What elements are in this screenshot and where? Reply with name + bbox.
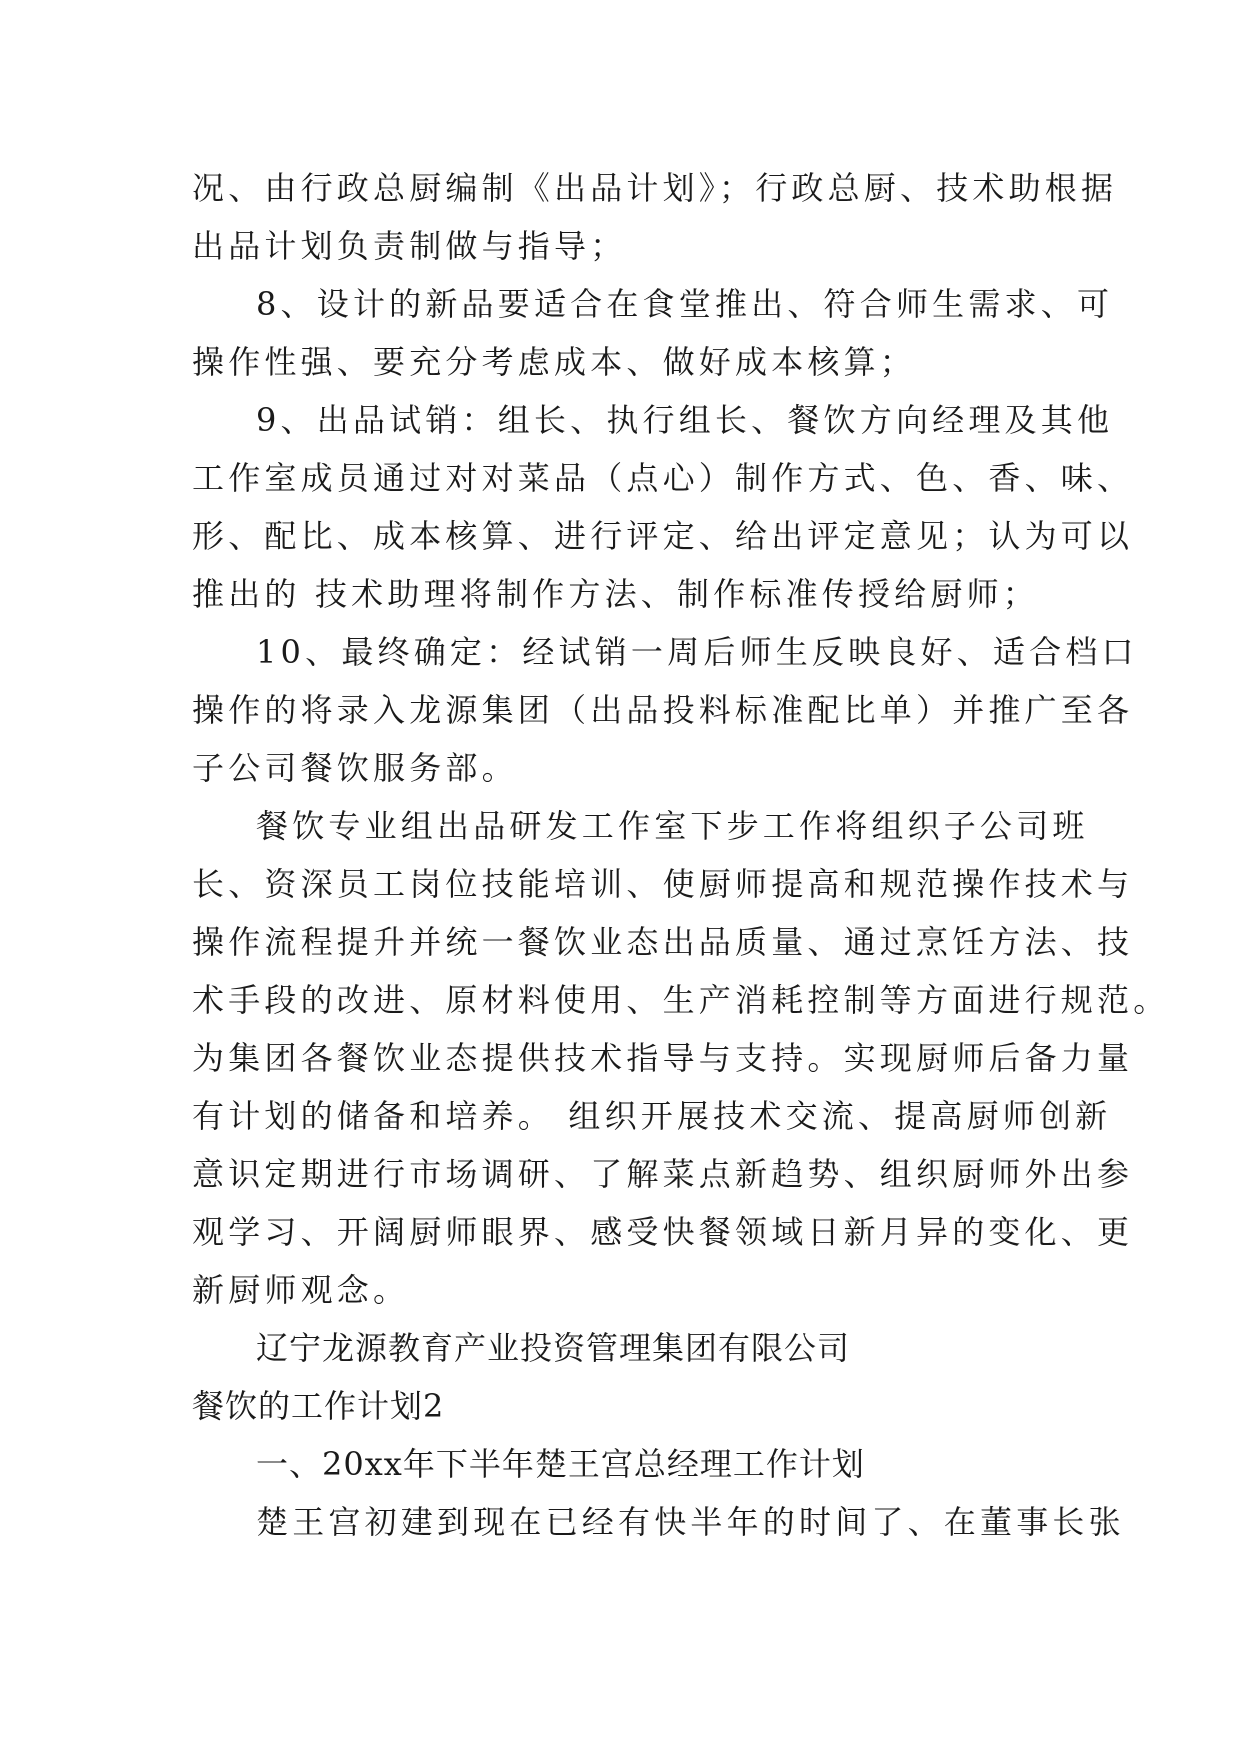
text-line: 楚王宫初建到现在已经有快半年的时间了、在董事长张 (256, 1503, 1125, 1541)
text-line: 8、设计的新品要适合在食堂推出、符合师生需求、可 (256, 285, 1114, 323)
text-line: 子公司餐饮服务部。 (192, 749, 518, 787)
text-line: 术手段的改进、原材料使用、生产消耗控制等方面进行规范。 (192, 981, 1170, 1019)
text-line: 有计划的储备和培养。 组织开展技术交流、提高厨师创新 (192, 1097, 1112, 1135)
text-line: 10、最终确定：经试销一周后师生反映良好、适合档口 (256, 633, 1138, 671)
section-heading: 一、20xx年下半年楚王宫总经理工作计划 (256, 1445, 865, 1483)
company-signature: 辽宁龙源教育产业投资管理集团有限公司 (256, 1329, 851, 1367)
text-line: 操作流程提升并统一餐饮业态出品质量、通过烹饪方法、技 (192, 923, 1134, 961)
text-line: 操作的将录入龙源集团（出品投料标准配比单）并推广至各 (192, 691, 1134, 729)
text-line: 9、出品试销：组长、执行组长、餐饮方向经理及其他 (256, 401, 1114, 439)
text-line: 观学习、开阔厨师眼界、感受快餐领域日新月异的变化、更 (192, 1213, 1134, 1251)
text-line: 为集团各餐饮业态提供技术指导与支持。实现厨师后备力量 (192, 1039, 1134, 1077)
text-line: 餐饮专业组出品研发工作室下步工作将组织子公司班 (256, 807, 1089, 845)
text-line: 操作性强、要充分考虑成本、做好成本核算； (192, 343, 917, 381)
text-line: 形、配比、成本核算、进行评定、给出评定意见；认为可以 (192, 517, 1134, 555)
text-line: 新厨师观念。 (192, 1271, 410, 1309)
text-line: 出品计划负责制做与指导； (192, 227, 627, 265)
text-line: 况、由行政总厨编制《出品计划》；行政总厨、技术助根据 (192, 169, 1118, 207)
text-line: 意识定期进行市场调研、了解菜点新趋势、组织厨师外出参 (192, 1155, 1134, 1193)
text-line: 工作室成员通过对对菜品（点心）制作方式、色、香、味、 (192, 459, 1134, 497)
text-line: 推出的 技术助理将制作方法、制作标准传授给厨师； (192, 575, 1039, 613)
text-line: 长、资深员工岗位技能培训、使厨师提高和规范操作技术与 (192, 865, 1134, 903)
section-title: 餐饮的工作计划2 (192, 1387, 445, 1425)
